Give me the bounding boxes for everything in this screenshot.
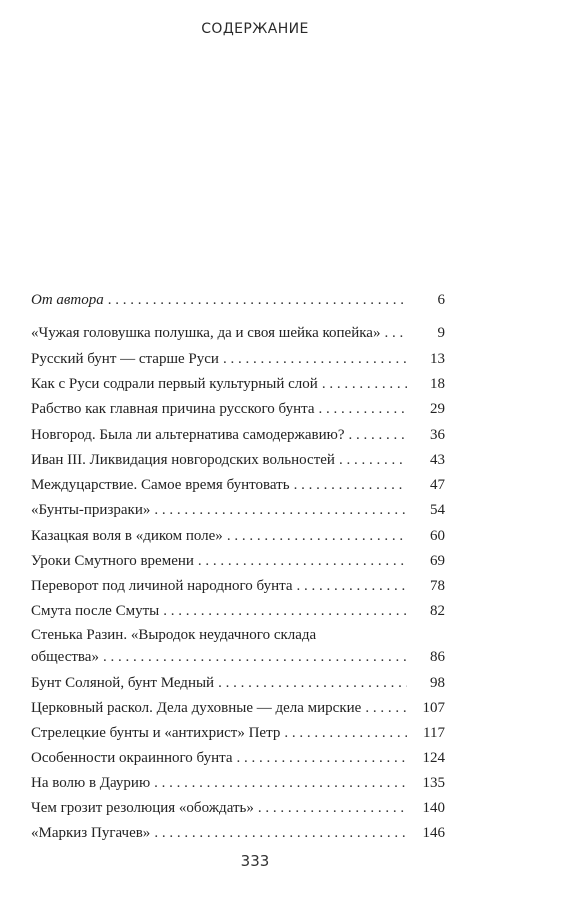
toc-entry: [31, 698, 445, 719]
toc-entry-page: 13: [430, 351, 445, 367]
leader-dots: [154, 773, 407, 794]
toc-entry: [31, 823, 445, 844]
toc-entry-title: общества»: [31, 649, 99, 665]
toc-entry-page: 6: [437, 292, 445, 308]
toc-entry-page: 140: [422, 800, 445, 816]
toc-entry: [31, 673, 445, 694]
toc-entry: [31, 551, 445, 572]
toc-entry: [31, 500, 445, 521]
toc-entry-page: 107: [422, 700, 445, 716]
leader-dots: [294, 475, 407, 496]
toc-entry: [31, 773, 445, 794]
toc-entry-page: 135: [422, 775, 445, 791]
leader-dots: [223, 349, 407, 370]
leader-dots: [108, 290, 407, 311]
toc-entry-page: 60: [430, 528, 445, 544]
leader-dots: [154, 823, 407, 844]
toc-entry-page: 124: [422, 750, 445, 766]
toc-entry-title: Новгород. Была ли альтернатива самодержавию?: [31, 427, 345, 443]
toc-entry-page: 69: [430, 553, 445, 569]
toc-entry-title: Иван III. Ликвидация новгородских вольностей: [31, 452, 335, 468]
leader-dots: [218, 673, 407, 694]
toc-entry: [31, 425, 445, 446]
toc-entry: [31, 374, 445, 395]
toc-entry-title: Смута после Смуты: [31, 603, 160, 619]
toc-entry-title: Казацкая воля в «диком поле»: [31, 528, 223, 544]
leader-dots: [258, 798, 407, 819]
toc-entry-title: Рабство как главная причина русского бунта: [31, 401, 315, 417]
leader-dots: [297, 576, 407, 597]
toc-entry-title: Междуцарствие. Самое время бунтовать: [31, 477, 290, 493]
toc-entry-title: Переворот под личиной народного бунта: [31, 578, 293, 594]
toc-entry-wrapped-first-line: [31, 625, 445, 646]
toc-entry-title: «Маркиз Пугачев»: [31, 825, 151, 841]
toc-entry-page: 117: [423, 725, 445, 741]
leader-dots: [339, 450, 407, 471]
toc-entry: [31, 798, 445, 819]
toc-entry: [31, 399, 445, 420]
toc-entry-page: 146: [422, 825, 445, 841]
toc-entry-title: Бунт Соляной, бунт Медный: [31, 675, 215, 691]
toc-entry: [31, 349, 445, 370]
leader-dots: [154, 500, 407, 521]
toc-entry: [31, 647, 445, 668]
toc-entry: [31, 450, 445, 471]
leader-dots: [227, 526, 407, 547]
toc-entry: [31, 290, 445, 311]
leader-dots: [163, 601, 407, 622]
toc-entry-page: 18: [430, 376, 445, 392]
toc-entry-page: 82: [430, 603, 445, 619]
toc-entry: [31, 601, 445, 622]
leader-dots: [103, 647, 407, 668]
toc-entry-page: 29: [430, 401, 445, 417]
toc-entry: [31, 323, 445, 344]
toc-entry-page: 78: [430, 578, 445, 594]
leader-dots: [322, 374, 407, 395]
page-title: СОДЕРЖАНИЕ: [201, 21, 309, 37]
toc-entry-page: 47: [430, 477, 445, 493]
toc-entry-page: 43: [430, 452, 445, 468]
page-number: 333: [240, 852, 270, 870]
toc-entry-title: Как с Руси содрали первый культурный слой: [31, 376, 318, 392]
leader-dots: [319, 399, 408, 420]
toc-entry: [31, 475, 445, 496]
toc-entry-title: Уроки Смутного времени: [31, 553, 194, 569]
toc-entry-title: От автора: [31, 292, 104, 308]
leader-dots: [365, 698, 407, 719]
toc-entry-title: «Бунты-призраки»: [31, 502, 151, 518]
toc-entry: [31, 748, 445, 769]
leader-dots: [284, 723, 407, 744]
toc-entry-title: На волю в Даурию: [31, 775, 151, 791]
leader-dots: [198, 551, 407, 572]
toc-entry-page: 36: [430, 427, 445, 443]
leader-dots: [384, 323, 407, 344]
toc-entry-title: «Чужая головушка полушка, да и своя шейка копейка»: [31, 325, 381, 341]
leader-dots: [349, 425, 407, 446]
toc-entry-title: Чем грозит резолюция «обождать»: [31, 800, 254, 816]
leader-dots: [237, 748, 407, 769]
toc-entry: [31, 723, 445, 744]
toc-entry-page: 9: [437, 325, 445, 341]
toc-entry-title-line1: Стенька Разин. «Выродок неудачного склада: [31, 627, 317, 643]
toc-entry-page: 98: [430, 675, 445, 691]
toc-entry: [31, 526, 445, 547]
toc-entry-title: Церковный раскол. Дела духовные — дела мирские: [31, 700, 362, 716]
toc-entry-page: 54: [430, 502, 445, 518]
toc-entry: [31, 576, 445, 597]
toc-entry-title: Стрелецкие бунты и «антихрист» Петр: [31, 725, 281, 741]
toc-entry-title: Особенности окраинного бунта: [31, 750, 233, 766]
toc-entry-page: 86: [430, 649, 445, 665]
toc-entry-title: Русский бунт — старше Руси: [31, 351, 219, 367]
